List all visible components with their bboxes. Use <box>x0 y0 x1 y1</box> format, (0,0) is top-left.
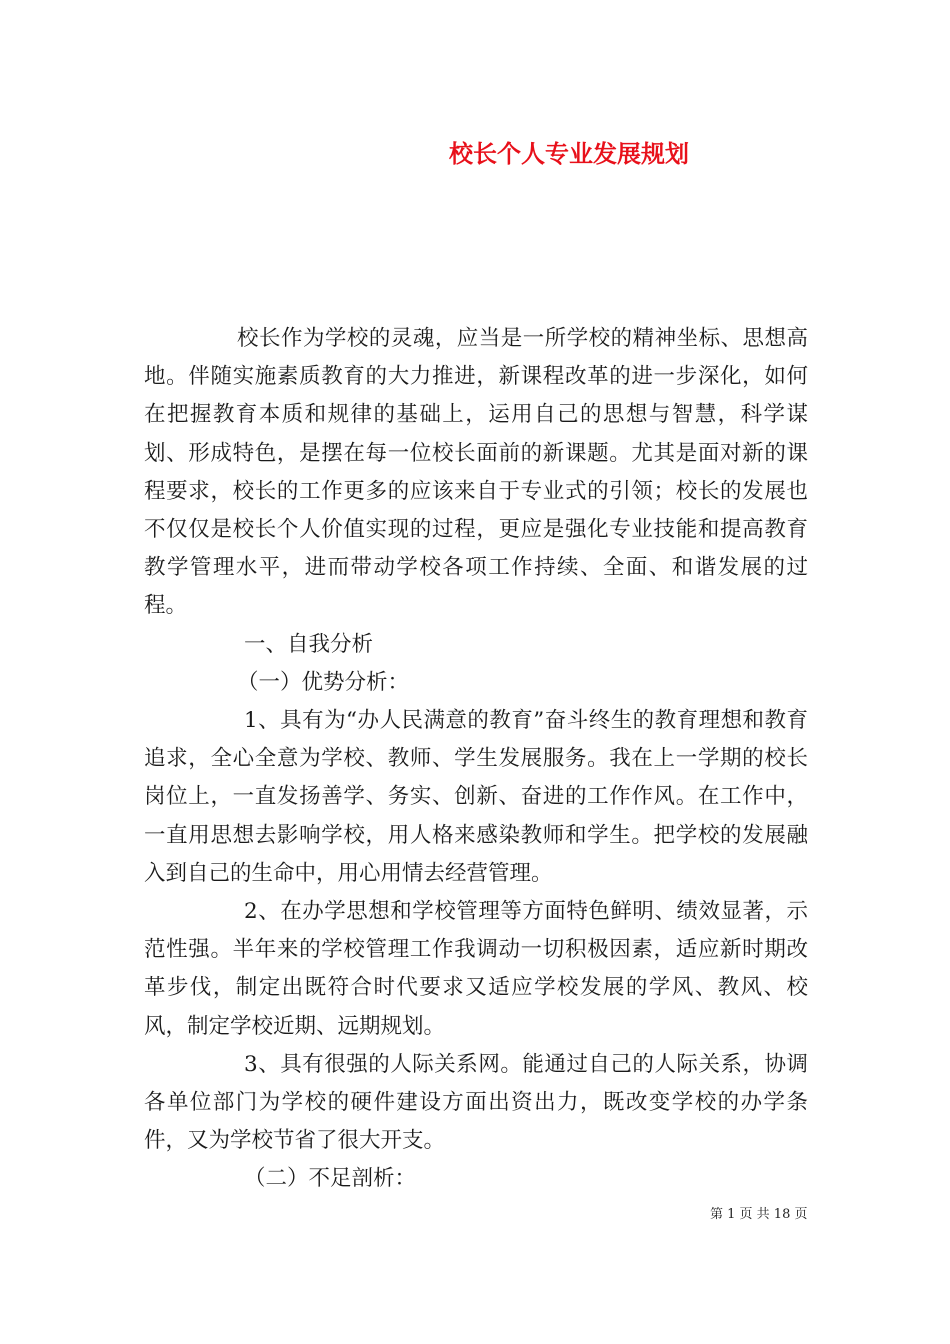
subsection-heading-weaknesses: （二）不足剖析： <box>244 1166 417 1192</box>
page-number: 第 1 页 共 18 页 <box>710 1207 808 1222</box>
document-body <box>144 320 808 1199</box>
subsection-heading-strengths: （一）优势分析： <box>237 669 410 695</box>
strength-item-2: 2、在办学思想和学校管理等方面特色鲜明、绩效显著，示范性强。半年来的学校管理工作我调动一切积极因素，适应新时期改革步伐，制定出既符合时代要求又适应学校发展的学风、教风、校风，制定学校近期、远期规划。 <box>144 899 808 1039</box>
section-heading-self-analysis: 一、自我分析 <box>244 631 374 657</box>
document-title: 校长个人专业发展规划 <box>449 139 689 168</box>
intro-paragraph: 校长作为学校的灵魂，应当是一所学校的精神坐标、思想高地。伴随实施素质教育的大力推进，新课程改革的进一步深化，如何在把握教育本质和规律的基础上，运用自己的思想与智慧，科学谋划、形成特色，是摆在每一位校长面前的新课题。尤其是面对新的课程要求，校长的工作更多的应该来自于专业式的引领；校长的发展也不仅仅是校长个人价值实现的过程，更应是强化专业技能和提高教育教学管理水平，进而带动学校各项工作持续、全面、和谐发展的过程。 <box>144 326 808 619</box>
strength-item-1: 1、具有为“办人民满意的教育”奋斗终生的教育理想和教育追求，全心全意为学校、教师、学生发展服务。我在上一学期的校长岗位上，一直发扬善学、务实、创新、奋进的工作作风。在工作中，一直用思想去影响学校，用人格来感染教师和学生。把学校的发展融入到自己的生命中，用心用情去经营管理。 <box>144 708 808 886</box>
strength-item-3: 3、具有很强的人际关系网。能通过自己的人际关系，协调各单位部门为学校的硬件建设方面出资出力，既改变学校的办学条件，又为学校节省了很大开支。 <box>144 1051 808 1154</box>
